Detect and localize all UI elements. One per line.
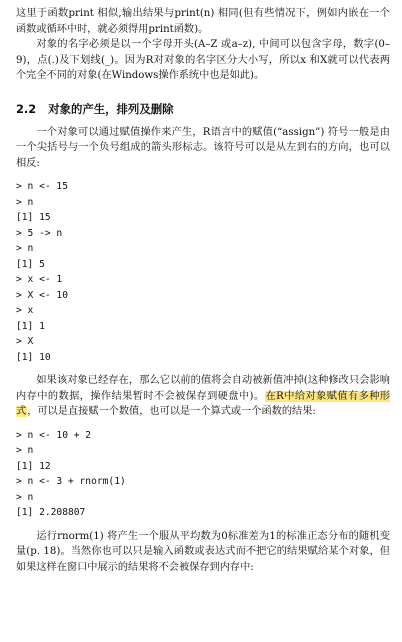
- code-line: > n <- 10 + 2: [16, 429, 92, 441]
- section-number: 2.2: [16, 101, 37, 116]
- code-block-assignment: [16, 179, 390, 365]
- code-line: > X <- 10: [16, 289, 68, 301]
- code-line: > x: [16, 305, 34, 316]
- section-title: 对象的产生，排列及删除: [48, 101, 174, 116]
- code-line: [1] 12: [16, 460, 51, 472]
- code-line: [1] 10: [16, 351, 51, 363]
- paragraph-overwrite-text: 如果该对象已经存在，那么它以前的值将会自动被新值冲掉(这种修改只会影响内存中的数据，操作结果暂时不会被保存到硬盘中)。: [16, 375, 390, 402]
- paragraph-print-note: 这里于函数print 相似,输出结果与print(n) 相同(但有些情况下，例如内嵌在一个函数或循环中时，就必须得用print函数)。: [16, 8, 390, 35]
- paragraph-overwrite: [16, 373, 390, 420]
- code-line: > n: [16, 196, 34, 208]
- highlighted-text: 在R中给对象赋值有多种形式: [16, 390, 390, 417]
- code-line: > n: [16, 491, 34, 503]
- code-line: [1] 15: [16, 212, 51, 223]
- section-heading: [16, 101, 390, 117]
- code-line: > n: [16, 243, 34, 254]
- code-line: [1] 2.208807: [16, 507, 86, 518]
- paragraph-assignment: 一个对象可以通过赋值操作来产生，R语言中的赋值(“assign”) 符号一般是由一个尖括号与一个负号组成的箭头形标志。该符号可以是从左到右的方向，也可以相反:: [16, 126, 390, 169]
- paragraph-rnorm: 运行rnorm(1) 将产生一个服从平均数为0标准差为1的标准正态分布的随机变量(p. 18)。当然你也可以只是输入函数或表达式而不把它的结果赋给某个对象，但如果这样在窗口中展示的结果将不会被保存到内存中:: [16, 530, 390, 573]
- paragraph-object-names: 对象的名字必须是以一个字母开头(A–Z 或a–z), 中间可以包含字母，数字(0–9)，点(.)及下划线(_)。因为R对对象的名字区分大小写，所以x 和X就可以代表两个完全不同的对象(在Windows操作系统中也是如此)。: [16, 39, 390, 81]
- code-block-expression: [16, 428, 390, 521]
- code-line: [1] 1: [16, 320, 45, 332]
- code-line: > X: [16, 336, 34, 347]
- code-line: > n <- 15: [16, 181, 68, 192]
- code-line: > x <- 1: [16, 274, 63, 285]
- code-line: > 5 -> n: [16, 227, 63, 239]
- paragraph-overwrite-tail: ，可以是直接赋一个数值，也可以是一个算式或一个函数的结果:: [27, 406, 316, 417]
- document-page: [16, 6, 390, 575]
- code-line: [1] 5: [16, 258, 45, 270]
- code-line: > n <- 3 + rnorm(1): [16, 476, 126, 487]
- code-line: > n: [16, 445, 34, 456]
